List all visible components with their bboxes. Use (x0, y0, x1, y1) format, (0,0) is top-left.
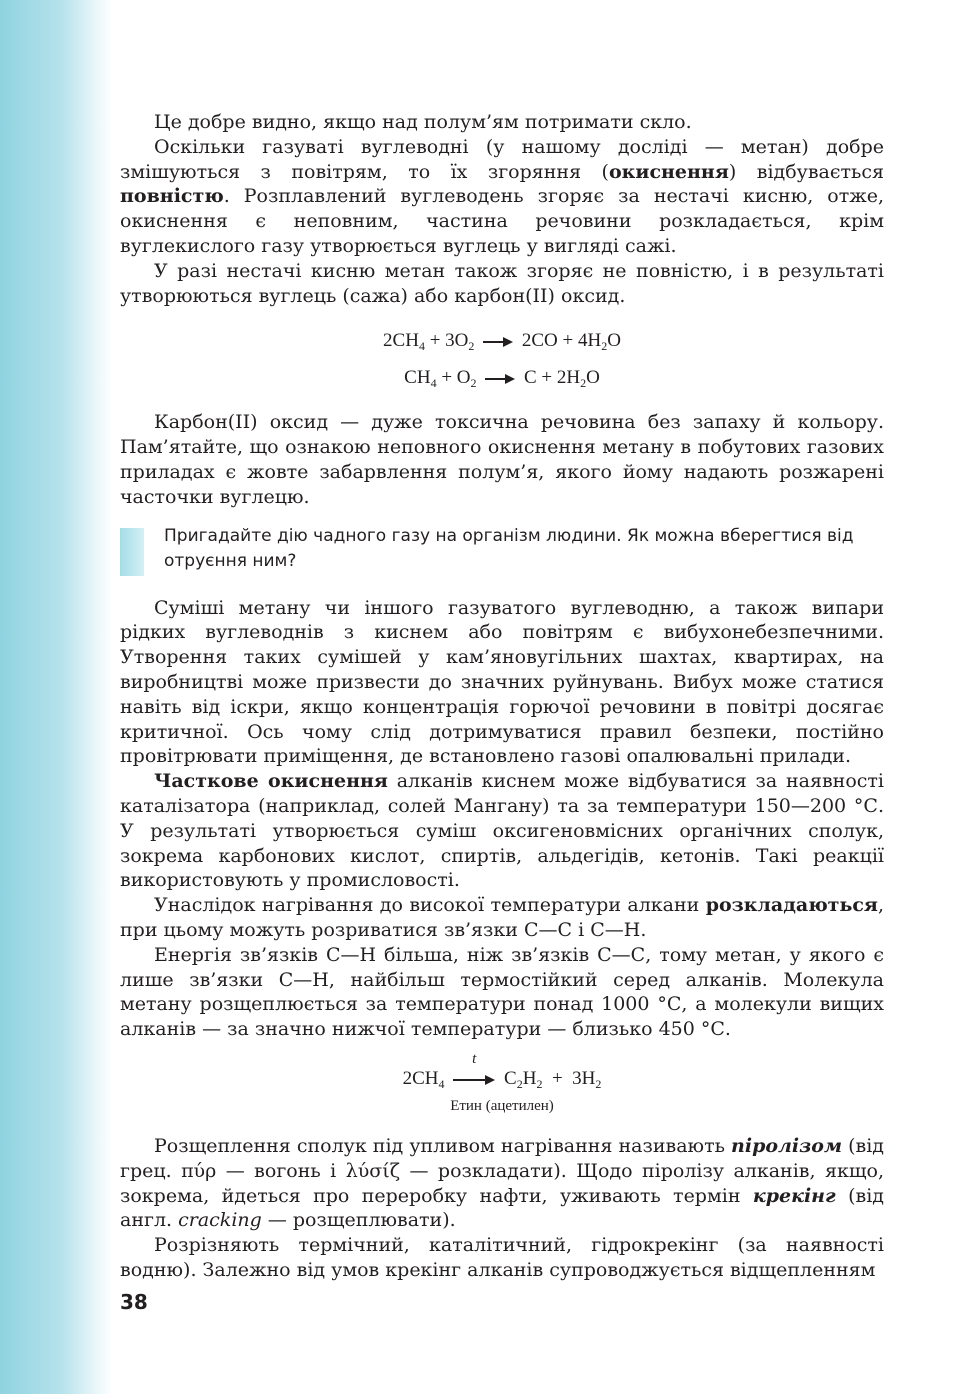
combustion-equations (120, 322, 884, 396)
equation-1: $2CH_4 + 3O_2$ $2CO + 4H_2O$ (383, 330, 621, 354)
term-decompose: розкладаються (705, 894, 878, 917)
paragraph: Оскільки газуваті вуглеводні (у нашому досліді — метан) добре змішуються з повітрям, то їх згоряння (окиснення) відбувається повністю. Розплавлений вуглеводень згоряє за нестачі кисню, отже, окиснення є неповним, частина речовини розкладається, крім вуглекислого газу утворюється вуглець у вигляді сажі. (120, 135, 884, 257)
reaction-arrow-icon (483, 337, 513, 347)
pyrolysis-equation (120, 1050, 884, 1116)
term-pyrolysis: піролізом (731, 1134, 843, 1157)
paragraph: Енергія зв’язків С—Н більша, ніж зв’язків С—С, тому метан, у якого є лише зв’язки С—Н, найбільш термостійкий серед алканів. Молекула метану розщеплюється за температури понад 1000 °С, а молекули вищих алканів — за значно нижчої температури — близько 450 °С. (120, 943, 884, 1041)
question-marker-icon (120, 528, 144, 576)
question-text: Пригадайте дію чадного газу на організм людини. Як можна вберегтися від отруєння ним? (164, 525, 854, 571)
reaction-arrow-icon (485, 374, 515, 384)
paragraph: Це добре видно, якщо над полум’ям потримати скло. (154, 111, 692, 133)
equation-2: $CH_4 + O_2$ $C + 2H_2O$ (404, 367, 600, 391)
paragraph: Розрізняють термічний, каталітичний, гідрокрекінг (за наявності водню). Залежно від умов крекінг алканів супроводжується відщепленням (120, 1234, 884, 1281)
page-body (120, 110, 884, 1283)
decorative-side-strip (0, 0, 112, 1394)
paragraph: Часткове окиснення алканів киснем може відбуватися за наявності каталізатора (наприклад, солей Мангану) та за температури 150—200 °С. У результаті утворюється суміш оксигеновмісних органічних сполук, зокрема карбонових кислот, спиртів, альдегідів, кетонів. Такі реакції використовують у промисловості. (120, 770, 884, 892)
term-partial-oxidation: Часткове окиснення (154, 770, 388, 793)
equation-3: $2CH_4$ t $C_2H_2 + 3H_2$ (120, 1064, 884, 1094)
reaction-arrow-icon (453, 1075, 495, 1085)
ethyne-caption: Етин (ацетилен) (450, 1097, 554, 1114)
heating-arrow: t (449, 1064, 499, 1094)
term-oxidation: окиснення (608, 160, 729, 183)
paragraph: Унаслідок нагрівання до високої температури алкани розкладаються, при цьому можуть розриватися зв’язки С—С і С—Н. (120, 894, 884, 941)
paragraph: У разі нестачі кисню метан також згоряє не повністю, і в результаті утворюються вуглець (сажа) або карбон(ІІ) оксид. (120, 259, 884, 307)
paragraph: Суміші метану чи іншого газуватого вуглеводню, а також випари рідких вуглеводнів з киснем або повітрям є вибухонебезпечними. Утворення таких сумішей у кам’яновугільних шахтах, квартирах, на виробництві може призвести до значних руйнувань. Вибух може статися навіть від іскри, якщо концентрація горючої речовини в повітрі досягає критичної. Ось чому слід дотримуватися правил безпеки, постійно провітрювати приміщення, де встановлено газові опалювальні прилади. (120, 596, 884, 768)
question-box (120, 524, 884, 574)
paragraph: Розщеплення сполук під упливом нагрівання називають піролізом (від грец. πύρ — вогонь і λύσίζ — розкладати). Щодо піролізу алканів, якщо, зокрема, йдеться про переробку нафти, уживають термін крекінг (від англ. cracking — розщеплювати). (120, 1134, 884, 1232)
term-fully: повністю (120, 185, 224, 208)
paragraph: Карбон(ІІ) оксид — дуже токсична речовина без запаху й кольору. Пам’ятайте, що ознакою неповного окиснення метану в побутових газових приладах є жовте забарвлення полум’я, якого йому надають розжарені часточки вуглецю. (120, 411, 884, 508)
term-cracking: крекінг (752, 1184, 836, 1207)
page-number: 38 (120, 1290, 148, 1314)
